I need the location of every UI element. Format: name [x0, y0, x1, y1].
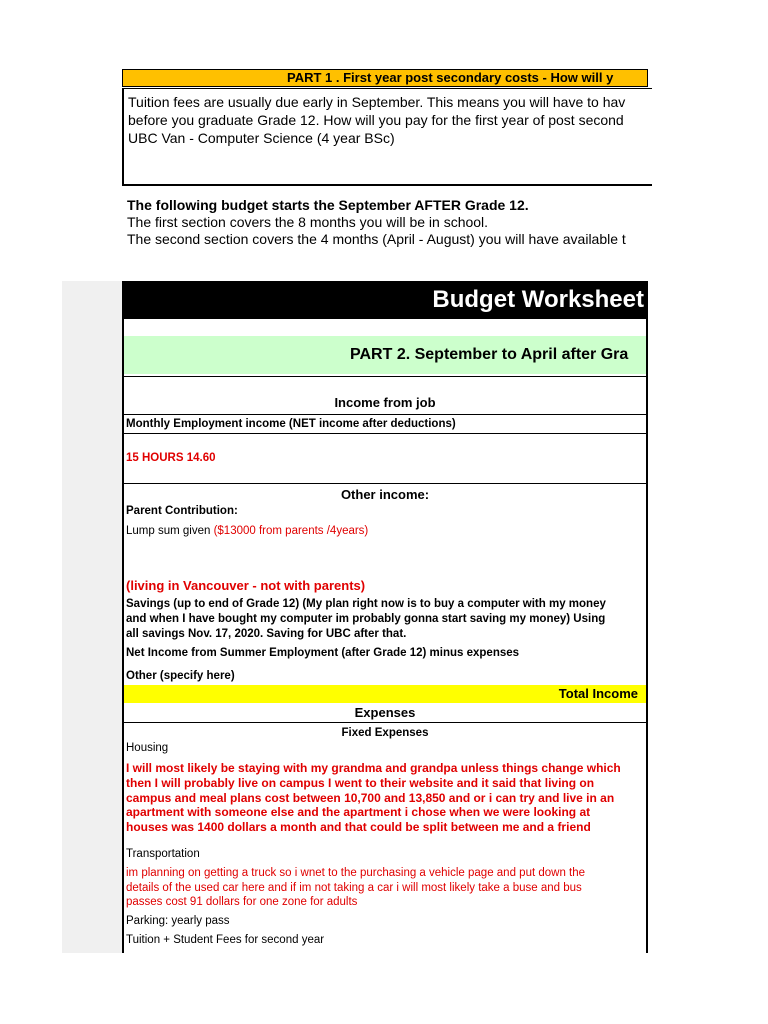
intro-bold-line: The following budget starts the September AFTER Grade 12.	[127, 197, 529, 213]
budget-intro	[127, 197, 648, 248]
divider	[124, 483, 648, 484]
intro-line-2: The first section covers the 8 months you will be in school.	[127, 214, 489, 230]
part1-line-3: UBC Van - Computer Science (4 year BSc)	[128, 130, 395, 146]
lump-sum-value[interactable]: ($13000 from parents /4years)	[213, 525, 369, 537]
cell-edge	[646, 518, 648, 540]
transportation-note[interactable]	[126, 866, 644, 910]
housing-note-line-4: apartment with someone else and the apartment i chose when we were looking at	[126, 805, 591, 820]
monthly-income-value[interactable]: 15 HOURS 14.60	[126, 452, 216, 464]
housing-note-line-1: I will most likely be staying with my grandma and grandpa unless things change which	[126, 761, 621, 775]
housing-note-line-2: then I will probably live on campus I went to their website and it said that living on	[126, 775, 595, 790]
part1-line-2: before you graduate Grade 12. How will you pay for the first year of post second	[128, 112, 624, 128]
left-margin-panel	[62, 281, 122, 953]
worksheet-title: Budget Worksheet	[122, 281, 648, 319]
lump-sum-label: Lump sum given	[126, 525, 214, 537]
summer-income-label: Net Income from Summer Employment (after Grade 12) minus expenses	[126, 647, 520, 659]
part1-line-1: Tuition fees are usually due early in September. This means you will have to hav	[128, 94, 626, 110]
transport-note-line-1: im planning on getting a truck so i wnet to the purchasing a vehicle page and put down the	[126, 867, 586, 879]
transportation-label: Transportation	[126, 848, 200, 860]
divider	[124, 722, 648, 723]
divider	[124, 433, 648, 434]
part1-header: PART 1 . First year post secondary costs - How will y	[122, 69, 648, 87]
savings-line-2: and when I have bought my computer im probably gonna start saving my money) Using	[126, 612, 606, 625]
other-income-heading: Other income:	[340, 487, 430, 502]
housing-note[interactable]	[126, 761, 644, 835]
transport-note-line-3: passes cost 91 dollars for one zone for adults	[126, 896, 358, 908]
tuition-fees-label: Tuition + Student Fees for second year	[126, 934, 325, 946]
parking-label: Parking: yearly pass	[126, 915, 230, 927]
divider	[124, 376, 648, 377]
housing-label: Housing	[126, 742, 169, 754]
housing-note-line-5: houses was 1400 dollars a month and that could be split between me and a friend	[126, 820, 591, 835]
income-heading: Income from job	[334, 395, 436, 410]
monthly-income-label: Monthly Employment income (NET income after deductions)	[126, 418, 456, 430]
fixed-expenses-heading: Fixed Expenses	[341, 727, 429, 739]
parent-contribution-label: Parent Contribution:	[126, 505, 238, 517]
expenses-heading: Expenses	[354, 705, 416, 720]
part2-band: PART 2. September to April after Gra	[124, 336, 646, 374]
savings-line-3: all savings Nov. 17, 2020. Saving for UBC after that.	[126, 627, 407, 640]
lump-sum-row	[126, 525, 644, 537]
intro-line-3: The second section covers the 4 months (April - August) you will have available t	[127, 231, 626, 247]
other-income-label: Other (specify here)	[126, 670, 235, 682]
total-income-band: Total Income	[124, 685, 646, 703]
worksheet-right-border	[646, 281, 648, 953]
savings-line-1: Savings (up to end of Grade 12) (My plan right now is to buy a computer with my money	[126, 598, 606, 610]
part1-answer-box[interactable]	[122, 88, 652, 186]
savings-block	[126, 597, 644, 641]
transport-note-line-2: details of the used car here and if im not taking a car i will most likely take a buse and bus	[126, 881, 582, 894]
divider	[124, 414, 648, 415]
living-note[interactable]: (living in Vancouver - not with parents)	[126, 578, 366, 593]
housing-note-line-3: campus and meal plans cost between 10,700 and 13,850 and or i can try and live in an	[126, 790, 615, 805]
